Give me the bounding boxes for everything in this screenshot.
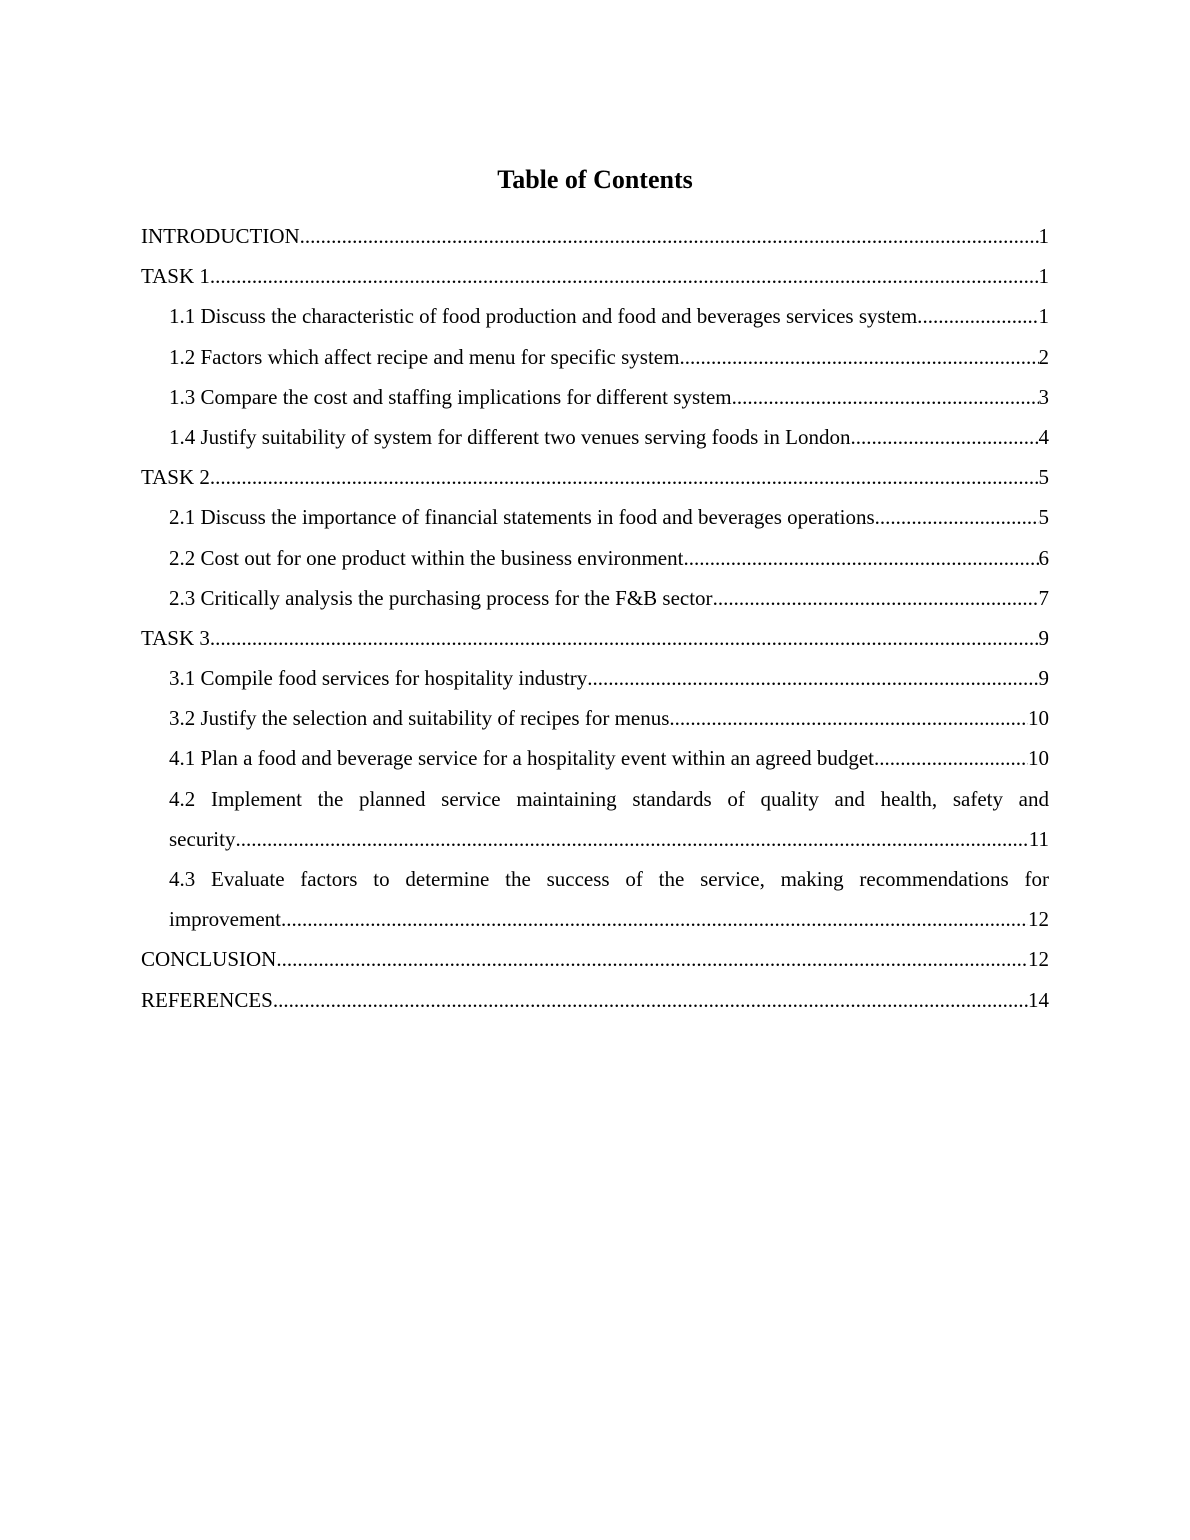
toc-entry-4-1[interactable] [169,738,1049,778]
toc-page-number: 6 [1038,545,1049,570]
toc-entry-introduction[interactable] [141,216,1049,256]
toc-leader-dots [683,538,1038,578]
toc-entry-1-3[interactable] [169,377,1049,417]
toc-entry-label: 2.1 Discuss the importance of financial statements in food and beverages operations [169,505,875,530]
toc-page-number: 9 [1038,625,1049,650]
toc-page-number: 5 [1038,505,1049,530]
toc-list [141,216,1049,1020]
toc-entry-label-line-1: 4.3 Evaluate factors to determine the success of the service, making recommendations for [169,867,1049,891]
toc-leader-dots [669,698,1028,738]
toc-page-number: 2 [1038,344,1049,369]
toc-leader-dots [922,296,1038,336]
toc-leader-dots [732,377,1039,417]
toc-entry-label: 3.1 Compile food services for hospitality industry [169,666,588,691]
toc-entry-task-1[interactable] [141,256,1049,296]
toc-entry-conclusion[interactable] [141,939,1049,979]
toc-entry-label: 2.2 Cost out for one product within the business environment [169,545,684,570]
toc-entry-label: 1.3 Compare the cost and staffing implications for different system [169,384,732,409]
toc-leader-dots [679,337,1038,377]
toc-page-number: 3 [1038,384,1049,409]
toc-entry-label: CONCLUSION [141,947,277,972]
toc-entry-label: 1.1 Discuss the characteristic of food production and food and beverages services system. [169,304,923,329]
toc-page-number: 1 [1038,304,1049,329]
toc-page-number: 12 [1028,947,1049,972]
toc-entry-label: 2.3 Critically analysis the purchasing process for the F&B sector [169,585,713,610]
toc-page-number: 1 [1038,224,1049,248]
toc-entry-2-3[interactable] [169,578,1049,618]
toc-entry-label: TASK 3 [141,625,210,650]
toc-entry-task-2[interactable] [141,457,1049,497]
toc-entry-3-1[interactable] [169,658,1049,698]
toc-page-number: 10 [1028,746,1049,771]
toc-entry-4-3[interactable] [169,859,1049,939]
toc-page-number: 5 [1038,465,1049,490]
toc-entry-label-line-2: security [169,826,236,851]
toc-entry-4-2[interactable] [169,779,1049,859]
toc-entry-label: INTRODUCTION [141,224,300,248]
toc-entry-label: TASK 2 [141,465,210,490]
toc-leader-dots [273,980,1028,1020]
toc-page-number: 10 [1028,706,1049,731]
toc-entry-label-line-2: improvement [169,907,281,932]
toc-entry-2-2[interactable] [169,538,1049,578]
toc-page-number: 12 [1028,907,1049,932]
toc-page-number: 1 [1038,264,1049,289]
toc-leader-dots [210,618,1039,658]
toc-page-number: 7 [1038,585,1049,610]
toc-entry-label: 3.2 Justify the selection and suitability of recipes for menus [169,706,670,731]
toc-entry-label: TASK 1 [141,264,210,289]
toc-entry-label-line-1: 4.2 Implement the planned service maintaining standards of quality and health, safety and [169,786,1049,811]
toc-page-number: 4 [1038,424,1049,449]
toc-entry-label: 1.2 Factors which affect recipe and menu for specific system [169,344,680,369]
toc-entry-2-1[interactable] [169,497,1049,537]
toc-entry-1-2[interactable] [169,337,1049,377]
toc-entry-references[interactable] [141,980,1049,1020]
toc-leader-dots [875,497,1039,537]
toc-entry-1-1[interactable] [169,296,1049,336]
toc-leader-dots [713,578,1039,618]
toc-leader-dots [281,899,1028,939]
toc-title: Table of Contents [497,165,693,194]
toc-page-number: 11 [1028,826,1049,851]
toc-entry-line-2 [169,899,1049,939]
toc-leader-dots [210,457,1039,497]
toc-leader-dots [587,658,1038,698]
toc-leader-dots [300,216,1039,256]
toc-entry-label: REFERENCES [141,987,273,1012]
toc-entry-1-4[interactable] [169,417,1049,457]
toc-entry-line-2 [169,819,1049,859]
toc-leader-dots [850,417,1038,457]
toc-entry-task-3[interactable] [141,618,1049,658]
toc-leader-dots [210,256,1039,296]
toc-page-number: 9 [1038,666,1049,691]
toc-entry-label: 1.4 Justify suitability of system for different two venues serving foods in London [169,424,851,449]
toc-leader-dots [276,939,1028,979]
toc-entry-label: 4.1 Plan a food and beverage service for a hospitality event within an agreed budget [169,746,875,771]
toc-page-number: 14 [1028,987,1049,1012]
toc-entry-3-2[interactable] [169,698,1049,738]
toc-leader-dots [235,819,1028,859]
toc-leader-dots [874,738,1028,778]
